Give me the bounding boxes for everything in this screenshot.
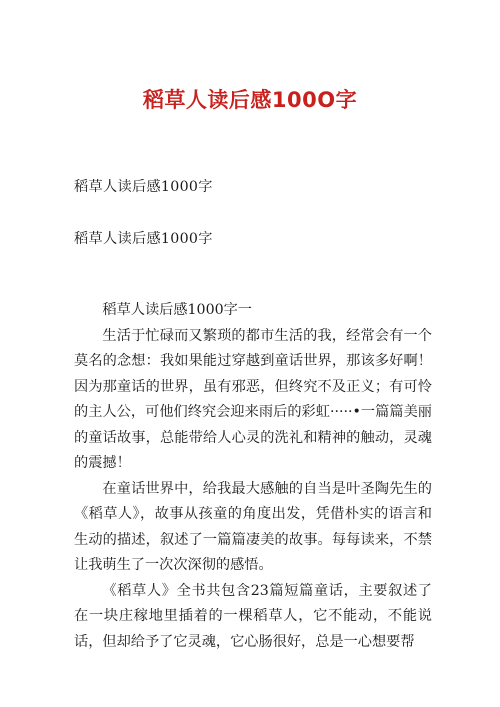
subtitle-line-2: 稻草人读后感1000字 bbox=[74, 231, 213, 247]
paragraph-1: 生活于忙碌而又繁琐的都市生活的我，经常会有一个莫名的念想：我如果能过穿越到童话世界，那该多好啊！因为那童话的世界，虽有邪恶，但终究不及正义；有可怜的主人公，可他们终究会迎来雨后的彩虹·····•一篇篇美丽的童话故事，总能带给人心灵的洗礼和精神的触动，灵魂的震撼！ bbox=[74, 327, 432, 471]
document-title: 稻草人读后感100O字 bbox=[142, 88, 358, 112]
subtitle-line-1: 稻草人读后感1000字 bbox=[74, 179, 213, 195]
section-heading: 稻草人读后感1000字一 bbox=[102, 302, 252, 318]
article-body bbox=[74, 298, 432, 655]
paragraph-2: 在童话世界中，给我最大感触的自当是叶圣陶先生的《稻草人》，故事从孩童的角度出发，凭借朴实的语言和生动的描述，叙述了一篇篇凄美的故事。每每读来，不禁让我萌生了一次次深彻的感悟。 bbox=[74, 480, 432, 573]
paragraph-3: 《稻草人》全书共包含23篇短篇童话，主要叙述了在一块庄稼地里插着的一棵稻草人，它不能动，不能说话，但却给予了它灵魂，它心肠很好，总是一心想要帮 bbox=[74, 582, 432, 650]
